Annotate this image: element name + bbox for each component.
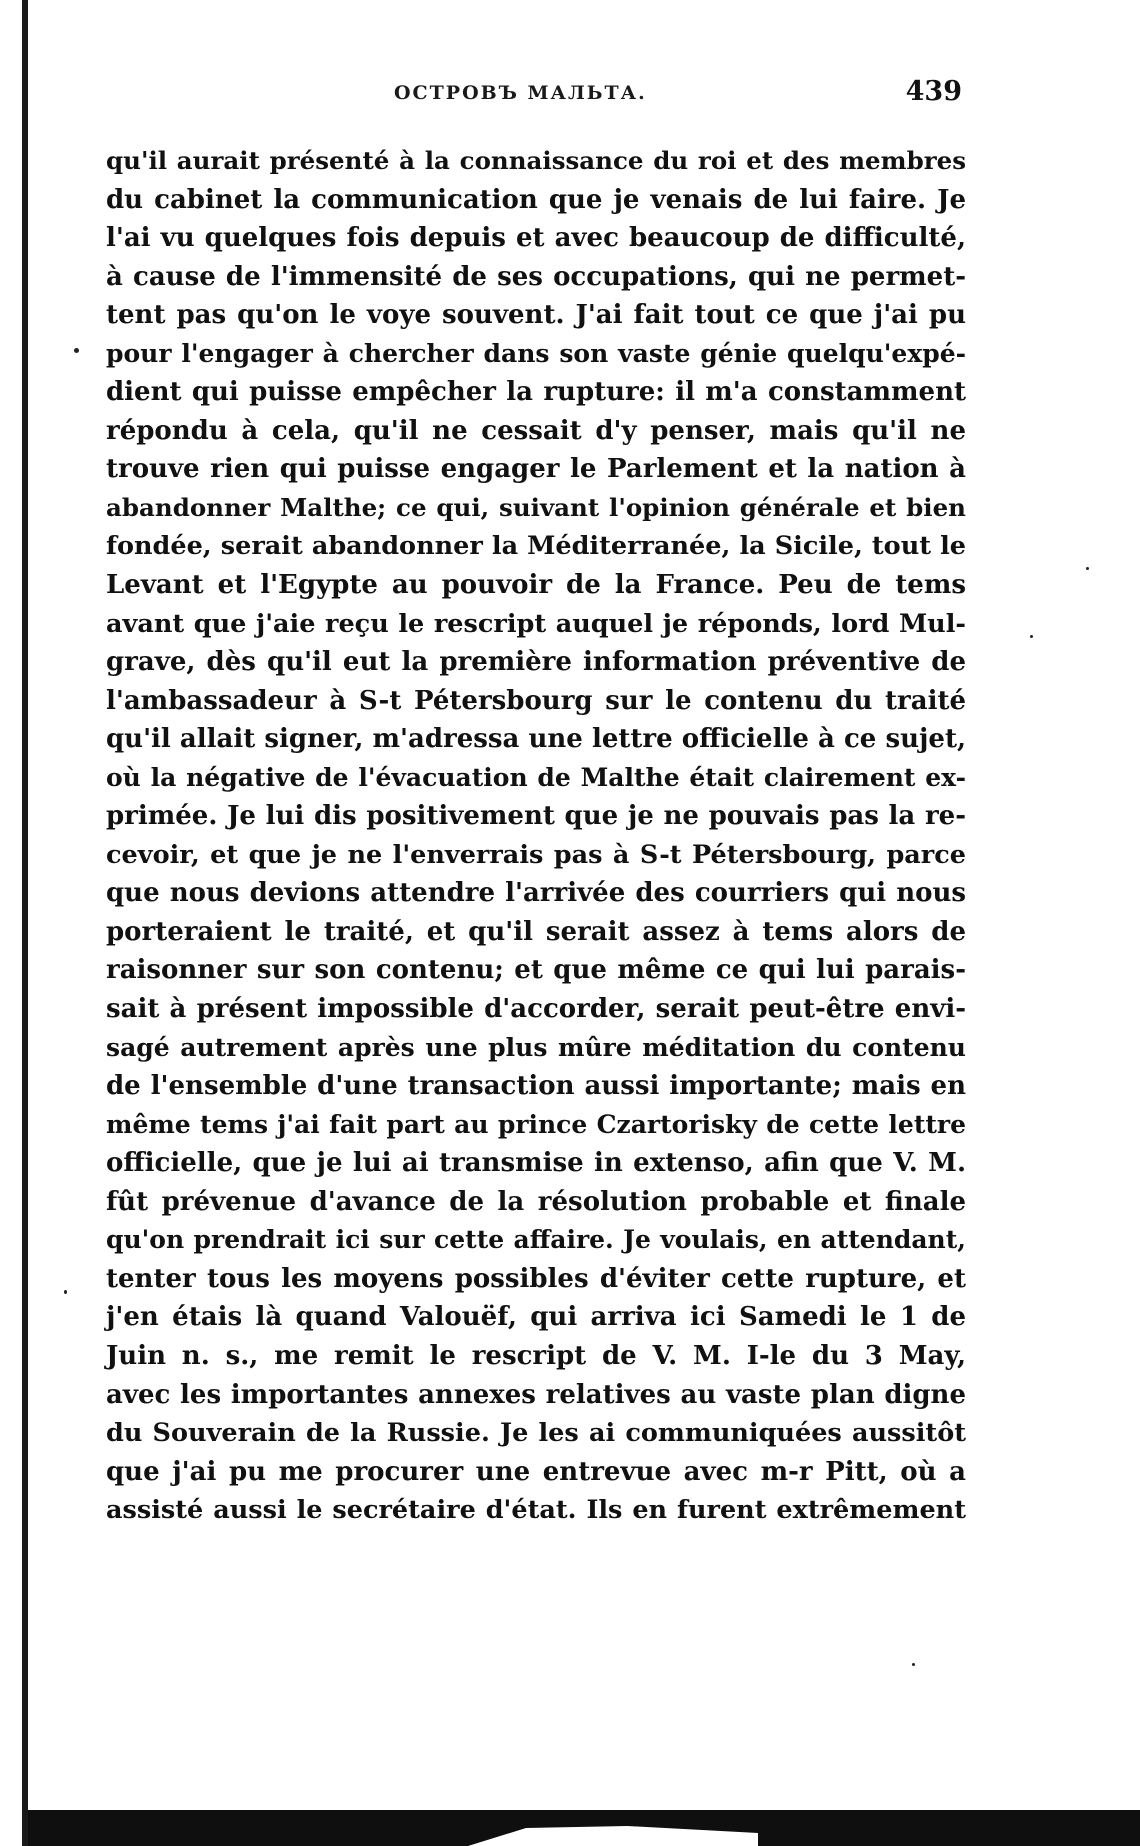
scan-speck [74, 348, 79, 353]
scan-bottom-edge [28, 1810, 1140, 1846]
scan-speck [1030, 635, 1033, 638]
text-line: fondée, serait abandonner la Méditerranée, la Sicile, tout le [106, 531, 966, 562]
text-line: Levant et l'Egypte au pouvoir de la France. Peu de tems [106, 570, 966, 601]
text-line: qu'il aurait présenté à la connaissance du roi et des membres [106, 146, 966, 175]
text-line: tent pas qu'on le voye souvent. J'ai fait tout ce que j'ai pu [106, 300, 966, 331]
text-line: du Souverain de la Russie. Je les ai communiquées aussitôt [106, 1418, 966, 1449]
text-line: Juin n. s., me remit le rescript de V. M. I-le du 3 May, [106, 1340, 966, 1371]
scan-speck [64, 1290, 67, 1294]
text-line: qu'il allait signer, m'adressa une lettre officielle à ce sujet, [106, 724, 966, 755]
text-line: avec les importantes annexes relatives au vaste plan digne [106, 1379, 966, 1410]
text-line: grave, dès qu'il eut la première information préventive de [106, 647, 966, 678]
running-title: ОСТРОВЪ МАЛЬТА. [394, 82, 647, 104]
text-line: trouve rien qui puisse engager le Parlement et la nation à [106, 454, 966, 485]
text-line: l'ambassadeur à S-t Pétersbourg sur le contenu du traité [106, 685, 966, 716]
scan-speck [1086, 567, 1089, 570]
text-line: primée. Je lui dis positivement que je ne pouvais pas la re- [106, 801, 966, 832]
text-line: qu'on prendrait ici sur cette affaire. Je voulais, en attendant, [106, 1225, 966, 1255]
text-line: que j'ai pu me procurer une entrevue avec m-r Pitt, où a [106, 1456, 966, 1487]
text-line: même tems j'ai fait part au prince Czartorisky de cette lettre [106, 1109, 966, 1139]
text-line: sagé autrement après une plus mûre méditation du contenu [106, 1032, 966, 1062]
text-line: pour l'engager à chercher dans son vaste génie quelqu'expé- [106, 338, 966, 368]
text-line: de l'ensemble d'une transaction aussi importante; mais en [106, 1071, 966, 1102]
body-text [106, 142, 966, 1530]
scan-speck [912, 1663, 915, 1666]
scan-bottom-notch [468, 1826, 758, 1846]
text-line: sait à présent impossible d'accorder, serait peut-être envi- [106, 994, 966, 1025]
text-line: à cause de l'immensité de ses occupations, qui ne permet- [106, 261, 966, 292]
text-line: répondu à cela, qu'il ne cessait d'y penser, mais qu'il ne [106, 415, 966, 446]
text-line: dient qui puisse empêcher la rupture: il m'a constamment [106, 377, 966, 408]
text-line: raisonner sur son contenu; et que même ce qui lui parais- [106, 955, 966, 986]
text-line: du cabinet la communication que je venais de lui faire. Je [106, 184, 966, 215]
text-line: l'ai vu quelques fois depuis et avec beaucoup de difficulté, [106, 223, 966, 254]
text-line: j'en étais là quand Valouëf, qui arriva ici Samedi le 1 de [106, 1302, 966, 1333]
text-line: avant que j'aie reçu le rescript auquel je réponds, lord Mul- [106, 608, 966, 639]
text-line: officielle, que je lui ai transmise in extenso, afin que V. M. [106, 1148, 966, 1179]
text-line: assisté aussi le secrétaire d'état. Ils en furent extrêmement [106, 1495, 966, 1526]
text-line: cevoir, et que je ne l'enverrais pas à S-t Pétersbourg, parce [106, 839, 966, 870]
text-line: tenter tous les moyens possibles d'éviter cette rupture, et [106, 1263, 966, 1294]
text-line: où la négative de l'évacuation de Malthe était clairement ex- [106, 762, 966, 792]
text-line: fût prévenue d'avance de la résolution probable et finale [106, 1186, 966, 1217]
text-line: que nous devions attendre l'arrivée des courriers qui nous [106, 878, 966, 909]
text-line: porteraient le traité, et qu'il serait assez à tems alors de [106, 916, 966, 947]
page-left-edge-shadow [22, 0, 28, 1846]
page-header [108, 74, 968, 114]
page-number: 439 [905, 76, 962, 107]
text-line: abandonner Malthe; ce qui, suivant l'opinion générale et bien [106, 492, 966, 522]
